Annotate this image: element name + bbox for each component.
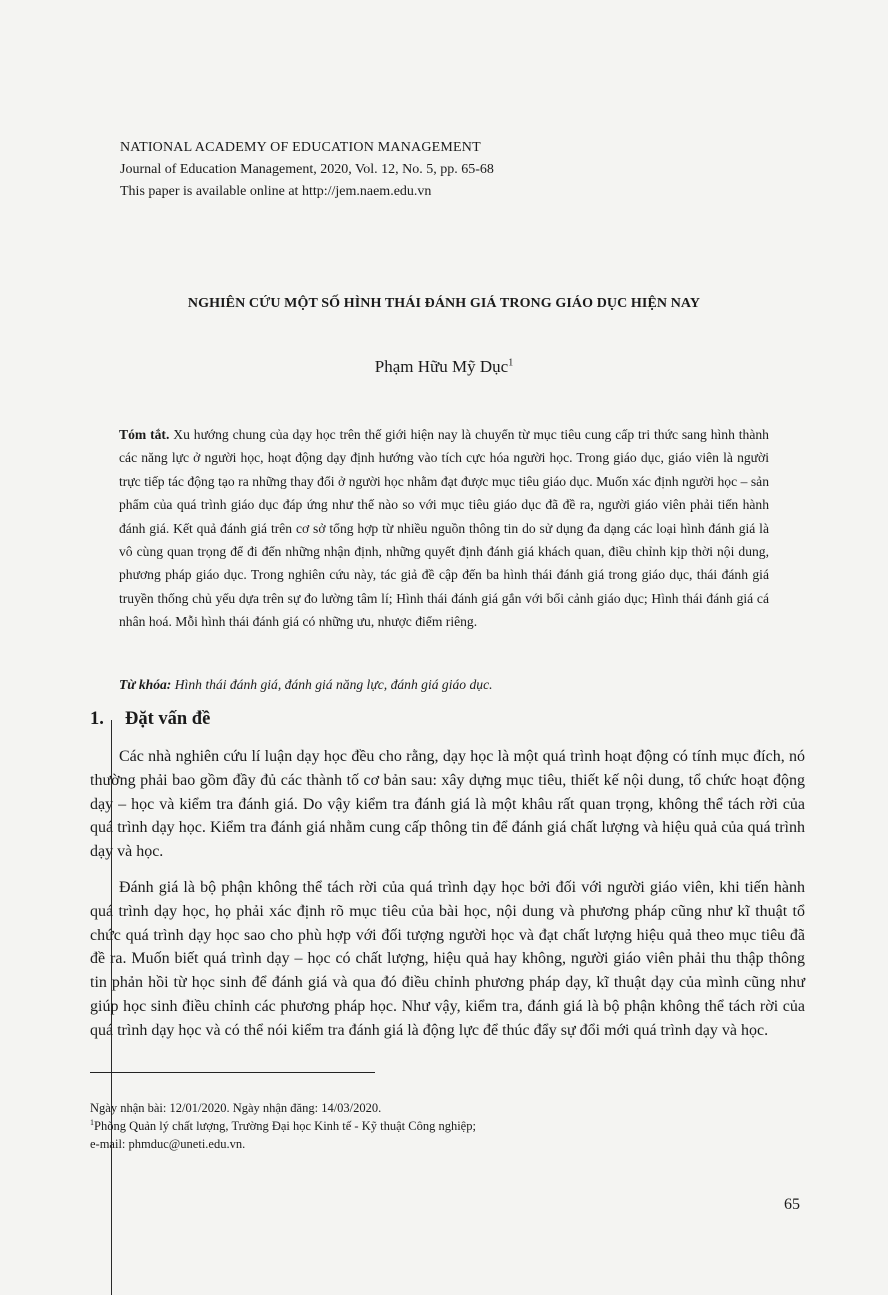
- section-heading: [90, 709, 210, 730]
- article-author: [0, 357, 888, 377]
- keywords-label: Từ khóa:: [119, 677, 172, 692]
- journal-header: [120, 137, 494, 203]
- body-paragraph: Các nhà nghiên cứu lí luận dạy học đều cho rằng, dạy học là một quá trình hoạt động có tính mục đích, nó thường phải bao gồm đầy đủ các thành tố cơ bản sau: xây dựng mục tiêu, thiết kế nội dung, tổ chức hoạt động dạy – học và kiểm tra đánh giá. Do vậy kiểm tra đánh giá là một khâu rất quan trọng, không thể tách rời của quá trình dạy học. Kiểm tra đánh giá nhằm cung cấp thông tin để đánh giá chất lượng và hiệu quả của quá trình dạy và học.: [90, 748, 805, 861]
- keywords: [119, 677, 769, 693]
- footnote-affiliation: [90, 1117, 476, 1135]
- footnotes: [90, 1099, 476, 1153]
- abstract-text: Xu hướng chung của dạy học trên thế giới hiện nay là chuyển từ mục tiêu cung cấp tri thức sang hình thành các năng lực ở người học, hoạt động dạy định hướng vào tích cực hóa người học. Trong giáo dục, giáo viên là người trực tiếp tác động tạo ra những thay đổi ở người học nhằm đạt được mục tiêu giáo dục. Muốn xác định người học – sản phẩm của quá trình giáo dục đáp ứng như thế nào so với mục tiêu giáo dục đã đề ra, người giáo viên phải tiến hành đánh giá. Kết quả đánh giá trên cơ sở tổng hợp từ nhiều nguồn thông tin do sử dụng đa dạng các loại hình đánh giá là vô cùng quan trọng để đi đến những nhận định, những quyết định đánh giá khách quan, điều chỉnh kịp thời nội dung, phương pháp giáo dục. Trong nghiên cứu này, tác giả đề cập đến ba hình thái đánh giá trong giáo dục, thái đánh giá truyền thống chủ yếu dựa trên sự đo lường tâm lí; Hình thái đánh giá gắn với bối cảnh giáo dục; Hình thái đánh giá cá nhân hoá. Mỗi hình thái đánh giá có những ưu, nhược điểm riêng.: [119, 427, 769, 630]
- abstract: [119, 423, 769, 634]
- author-name: Phạm Hữu Mỹ Dục: [374, 357, 509, 376]
- section-title: Đặt vấn đề: [125, 709, 211, 729]
- journal-organization: NATIONAL ACADEMY OF EDUCATION MANAGEMENT: [120, 140, 481, 155]
- journal-citation: Journal of Education Management, 2020, Vol. 12, No. 5, pp. 65-68: [120, 162, 494, 177]
- footnote-email: e-mail: phmduc@uneti.edu.vn.: [90, 1137, 246, 1151]
- affiliation-text: Phòng Quản lý chất lượng, Trường Đại học Kinh tế - Kỹ thuật Công nghiệp;: [94, 1119, 476, 1133]
- keywords-text: Hình thái đánh giá, đánh giá năng lực, đánh giá giáo dục.: [174, 677, 493, 692]
- body-paragraph: Đánh giá là bộ phận không thể tách rời của quá trình dạy học bởi đối với người giáo viên, khi tiến hành quá trình dạy học, họ phải xác định rõ mục tiêu của bài học, nội dung và phương pháp cũng như kĩ thuật tổ chức quá trình dạy học sao cho phù hợp với đối tượng người học và đạt chất lượng hiệu quả theo mục tiêu đã đề ra. Muốn biết quá trình dạy – học có chất lượng, hiệu quả hay không, người giáo viên phải thu thập thông tin phản hồi từ học sinh để đánh giá và qua đó điều chỉnh phương pháp dạy, kĩ thuật dạy của mình cũng như giúp học sinh điều chỉnh các phương pháp học. Như vậy, kiểm tra, đánh giá là bộ phận không thể tách rời của quá trình dạy học và có thể nói kiểm tra đánh giá là động lực để thúc đẩy sự đổi mới quá trình dạy và học.: [90, 878, 805, 1039]
- affiliation-marker: 1: [90, 1117, 94, 1127]
- footnote-divider: [90, 1072, 375, 1073]
- article-title: NGHIÊN CỨU MỘT SỐ HÌNH THÁI ĐÁNH GIÁ TRONG GIÁO DỤC HIỆN NAY: [187, 296, 701, 311]
- footnote-dates: Ngày nhận bài: 12/01/2020. Ngày nhận đăng: 14/03/2020.: [90, 1101, 382, 1115]
- author-note-marker: 1: [508, 357, 514, 369]
- abstract-label: Tóm tắt.: [119, 427, 170, 442]
- page-number: 65: [784, 1196, 800, 1213]
- journal-availability: This paper is available online at http://jem.naem.edu.vn: [120, 184, 432, 199]
- section-body: [90, 745, 805, 1043]
- section-number: 1.: [90, 709, 104, 729]
